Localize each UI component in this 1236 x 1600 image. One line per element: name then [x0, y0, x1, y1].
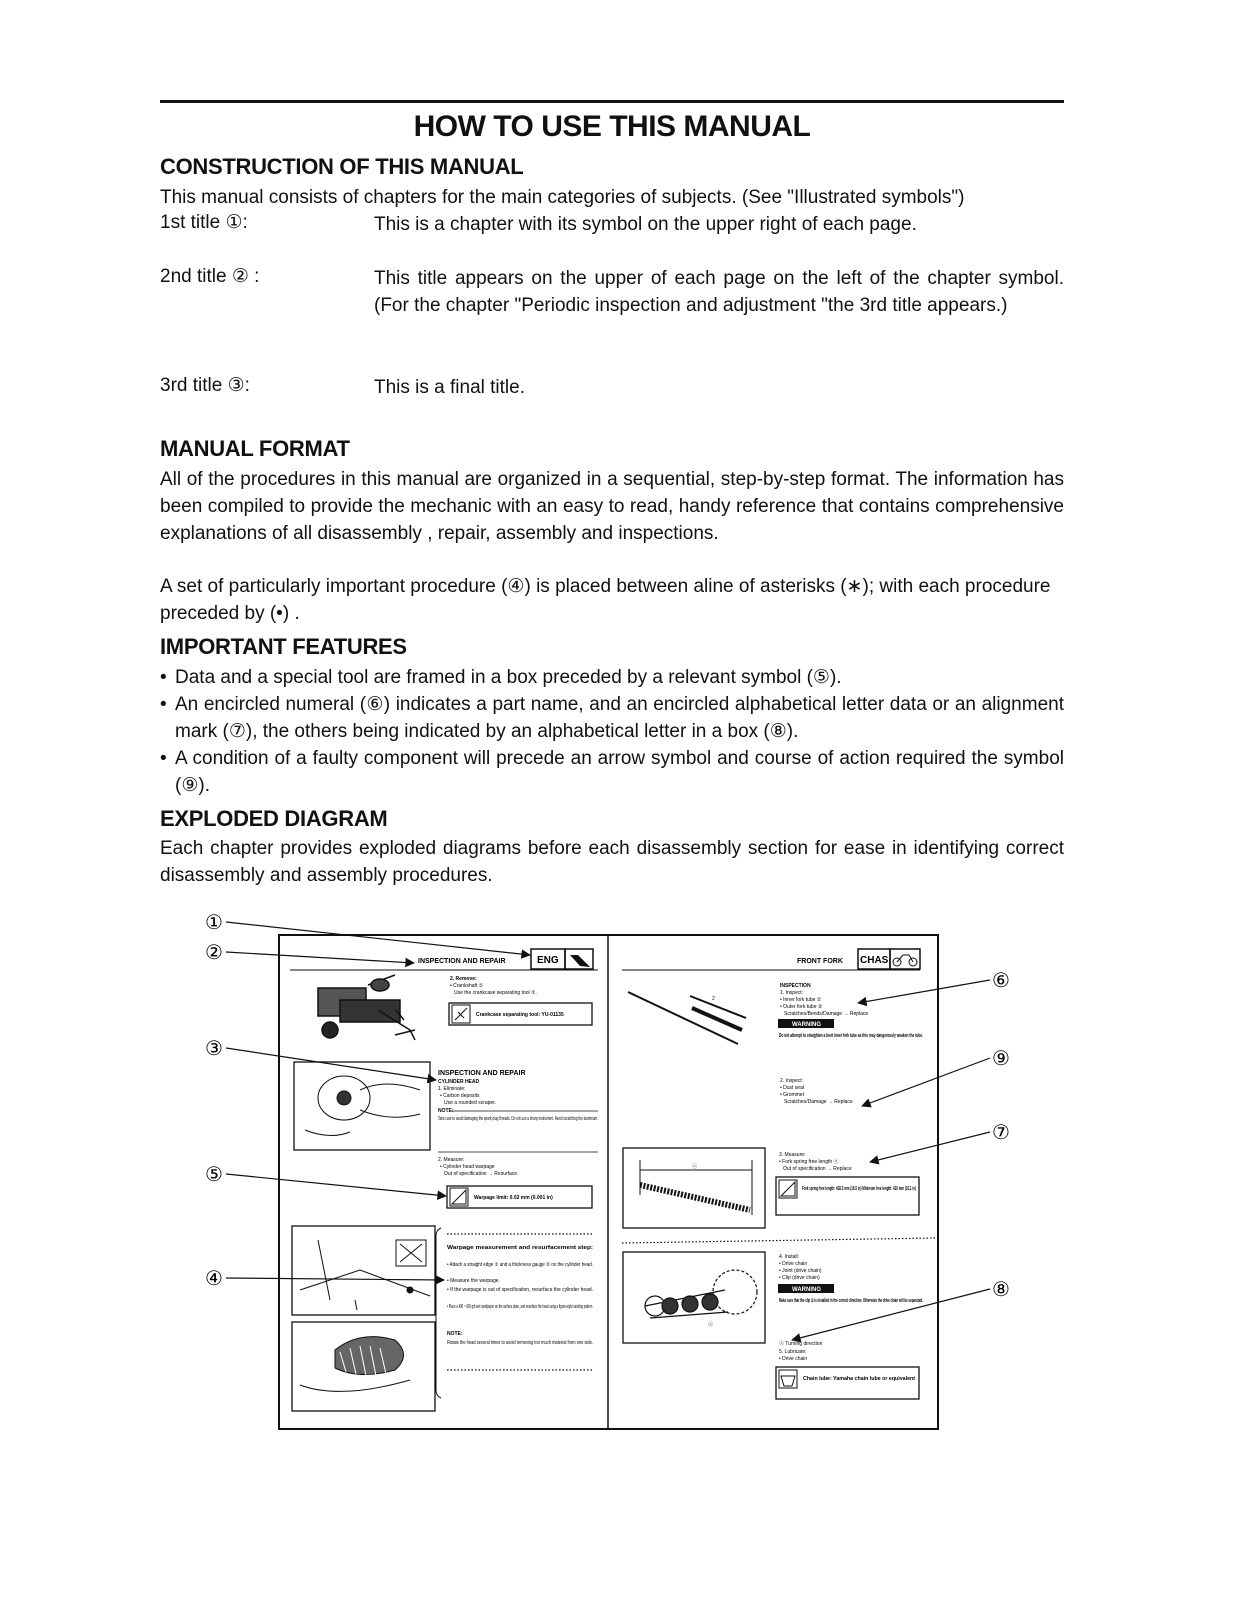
- svg-text:• Inner fork tube ①: • Inner fork tube ①: [780, 997, 822, 1003]
- svg-text:• Crankshaft ①: • Crankshaft ①: [450, 983, 484, 989]
- lp-limit-text: Warpage limit: 0.02 mm (0.001 in): [474, 1195, 553, 1201]
- svg-text:③: ③: [205, 1038, 223, 1060]
- title-2-desc: This title appears on the upper of each page on the left of the chapter symbol. (For the chapter "Periodic inspection and adjustment "the 3rd title appears.): [374, 268, 1064, 316]
- rp-chain-separator: [622, 1238, 935, 1243]
- svg-text:INSPECTION: INSPECTION: [780, 983, 811, 989]
- svg-text:CYLINDER HEAD: CYLINDER HEAD: [438, 1079, 480, 1085]
- svg-text:Out of specification → Replace: Out of specification → Replace: [783, 1166, 852, 1172]
- lp-header: INSPECTION AND REPAIR: [418, 958, 506, 965]
- rp-warning2-text: WARNING: [792, 1287, 821, 1293]
- lp-figure-cylinder-head: [294, 1062, 430, 1150]
- svg-text:NOTE:: NOTE:: [447, 1331, 463, 1337]
- rp-warning-body: Do not attempt to straighten a bent inner fork tube as this may dangerously weaken the tube.: [779, 1033, 924, 1039]
- construction-intro: This manual consists of chapters for the main categories of subjects. (See "Illustrated symbols"): [160, 187, 965, 208]
- rp-spring-text: Fork spring free length: 418.5 mm (16.5 in) Minimum free length: 410 mm (16.1 in): [802, 1186, 917, 1192]
- format-heading: MANUAL FORMAT: [160, 436, 350, 461]
- feature-bullet-1: • Data and a special tool are framed in a box preceded by a relevant symbol (⑤).: [160, 664, 1064, 691]
- fork-tubes-drawing: [628, 992, 746, 1044]
- svg-text:⑤: ⑤: [205, 1164, 223, 1186]
- svg-text:• Attach a straight edge ① and: • Attach a straight edge ① and a thickness gauge ② on the cylinder head.: [447, 1262, 593, 1268]
- callout-2: [205, 942, 414, 964]
- svg-text:②: ②: [205, 942, 223, 964]
- lp-inspection-block: [438, 1070, 598, 1177]
- cylinder-head-drawing: [305, 1076, 420, 1136]
- exploded-text: Each chapter provides exploded diagrams before each disassembly section for ease in identifying correct disassembly and assembly procedures.: [160, 838, 1064, 886]
- rp-chapter-symbol: CHAS: [860, 955, 889, 966]
- svg-text:• Drive chain: • Drive chain: [779, 1261, 808, 1267]
- svg-text:④: ④: [205, 1268, 223, 1290]
- lp-remove-block: [450, 976, 537, 996]
- feature-bullet-3: • A condition of a faulty component will precede an arrow symbol and course of action required the symbol (⑨).: [160, 745, 1064, 799]
- lp-tool-text: Crankcase separating tool: YU-01135: [476, 1012, 564, 1018]
- callout-7: [870, 1122, 1010, 1162]
- svg-text:Scratches/Bends/Damage → Repla: Scratches/Bends/Damage → Replace: [784, 1011, 869, 1017]
- svg-text:Out of specification → Resurfa: Out of specification → Resurface.: [444, 1171, 519, 1177]
- svg-text:ⓐ: ⓐ: [692, 1164, 698, 1170]
- rp-turning-direction: Ⓐ Turning direction: [779, 1341, 823, 1347]
- svg-text:Use a rounded scraper.: Use a rounded scraper.: [444, 1100, 496, 1106]
- svg-text:1. Eliminate:: 1. Eliminate:: [438, 1086, 466, 1092]
- svg-text:• Cylinder head warpage: • Cylinder head warpage: [440, 1164, 495, 1170]
- rp-inspect2-block: [780, 1078, 853, 1105]
- svg-text:3. Measure:: 3. Measure:: [779, 1152, 806, 1158]
- svg-text:①: ①: [205, 912, 223, 934]
- svg-text:• Dust seal: • Dust seal: [780, 1085, 804, 1091]
- feature-text-2: An encircled numeral (⑥) indicates a part name, and an encircled alphabetical letter data or an alignment mark (⑦), the others being indicated by an alphabetical letter in a box (⑧).: [175, 694, 1064, 742]
- svg-text:⑨: ⑨: [992, 1048, 1010, 1070]
- svg-text:• Outer fork tube ②: • Outer fork tube ②: [780, 1004, 823, 1010]
- svg-text:• Fork spring free length ⓐ: • Fork spring free length ⓐ: [779, 1159, 839, 1165]
- svg-text:Warpage measurement and resurf: Warpage measurement and resurfacement step:: [447, 1245, 594, 1251]
- svg-text:• Measure the warpage.: • Measure the warpage.: [447, 1278, 500, 1284]
- lp-steps-block: [447, 1245, 593, 1346]
- svg-text:Rotate the head several times: Rotate the head several times to avoid removing too much material from one side.: [447, 1340, 593, 1346]
- svg-text:4. Install:: 4. Install:: [779, 1254, 800, 1260]
- rp-warning2-body: Make sure that the clip ① is installed in the correct direction. Otherwise the drive chain will be separated.: [779, 1298, 924, 1304]
- lp-figure-straightedge: [292, 1226, 435, 1315]
- svg-text:2: 2: [712, 996, 715, 1002]
- callout-5: [205, 1164, 446, 1196]
- straightedge-drawing: [300, 1240, 430, 1310]
- callout-3: [205, 1038, 436, 1080]
- title-3-label: 3rd title ③:: [160, 375, 250, 396]
- lp-chapter-symbol: ENG: [537, 955, 559, 966]
- callout-6: [858, 970, 1010, 1003]
- feature-bullet-2: • An encircled numeral (⑥) indicates a part name, and an encircled alphabetical letter data or an alignment mark (⑦), the others being indicated by an alphabetical letter in a box (⑧).: [160, 691, 1064, 745]
- rp-warning-text: WARNING: [792, 1022, 821, 1028]
- callout-1: [205, 912, 530, 955]
- format-paragraph-2: A set of particularly important procedure (④) is placed between aline of asterisks (∗); with each procedure preceded by (•) .: [160, 576, 1051, 624]
- svg-text:• If the warpage is out of spe: • If the warpage is out of specification, resurface the cylinder head.: [447, 1287, 593, 1293]
- exploded-heading: EXPLODED DIAGRAM: [160, 806, 388, 831]
- crankcase-drawing: [318, 975, 415, 1040]
- svg-text:• Joint (drive chain): • Joint (drive chain): [779, 1268, 822, 1274]
- feature-text-1: Data and a special tool are framed in a box preceded by a relevant symbol (⑤).: [175, 667, 842, 688]
- title-1-label: 1st title ①:: [160, 212, 248, 233]
- chain-drawing: [645, 1270, 757, 1328]
- svg-text:⑧: ⑧: [992, 1279, 1010, 1301]
- construction-heading: CONSTRUCTION OF THIS MANUAL: [160, 154, 524, 179]
- svg-text:⑥: ⑥: [992, 970, 1010, 992]
- title-2-label: 2nd title ② :: [160, 266, 260, 287]
- engine-icon: [570, 955, 590, 967]
- svg-text:Use the crankcase separating t: Use the crankcase separating tool ①.: [454, 990, 537, 996]
- rp-drive-chain-2: • Drive chain: [779, 1356, 808, 1362]
- spring-drawing: [640, 1160, 752, 1215]
- svg-text:2. Measure:: 2. Measure:: [438, 1157, 465, 1163]
- lp-bracket: [436, 1228, 441, 1398]
- svg-text:NOTE:: NOTE:: [438, 1108, 454, 1114]
- svg-text:• Grommet: • Grommet: [780, 1092, 804, 1098]
- features-heading: IMPORTANT FEATURES: [160, 634, 407, 659]
- svg-text:INSPECTION AND REPAIR: INSPECTION AND REPAIR: [438, 1070, 526, 1077]
- sanding-drawing: [300, 1337, 410, 1392]
- feature-text-3: A condition of a faulty component will precede an arrow symbol and course of action required the symbol (⑨).: [175, 748, 1064, 796]
- callout-9: [862, 1048, 1010, 1106]
- rp-lubricate: 5. Lubricate:: [779, 1349, 807, 1355]
- title-3-desc: This is a final title.: [374, 377, 525, 398]
- rp-header: FRONT FORK: [797, 958, 843, 965]
- svg-text:Take care to avoid damaging th: Take care to avoid damaging the spark plug threads. Do not use a sharp instrument. Avoid scratching the aluminum.: [438, 1116, 598, 1122]
- rp-lube-text: Chain lube: Yamaha chain lube or equivalent: [803, 1376, 916, 1382]
- svg-text:2. Inspect:: 2. Inspect:: [780, 1078, 804, 1084]
- svg-text:• Place a 400 ~ 600 grit wet s: • Place a 400 ~ 600 grit wet sandpaper on the surface plate, and resurface the head using a figure-eight sanding pattern.: [447, 1304, 593, 1310]
- title-1-desc: This is a chapter with its symbol on the upper right of each page.: [374, 214, 917, 235]
- page-title: HOW TO USE THIS MANUAL: [413, 110, 811, 143]
- svg-text:Scratches/Damage → Replace: Scratches/Damage → Replace: [784, 1099, 853, 1105]
- format-paragraph-1: All of the procedures in this manual are organized in a sequential, step-by-step format. The information has been compiled to provide the mechanic with an easy to read, handy reference that contains comprehensive explanations of all disassembly , repair, assembly and inspections.: [160, 469, 1064, 544]
- svg-text:• Carbon deposits: • Carbon deposits: [440, 1093, 480, 1099]
- svg-text:• Clip (drive chain): • Clip (drive chain): [779, 1275, 820, 1281]
- rp-install-block: [779, 1254, 822, 1281]
- svg-text:2. Remove:: 2. Remove:: [450, 976, 477, 982]
- svg-text:1. Inspect:: 1. Inspect:: [780, 990, 804, 996]
- rp-measure-block: [779, 1152, 852, 1172]
- motorcycle-icon: [893, 955, 917, 966]
- svg-text:Ⓐ: Ⓐ: [708, 1322, 714, 1328]
- rp-inspection-block: [780, 983, 868, 1017]
- svg-text:⑦: ⑦: [992, 1122, 1010, 1144]
